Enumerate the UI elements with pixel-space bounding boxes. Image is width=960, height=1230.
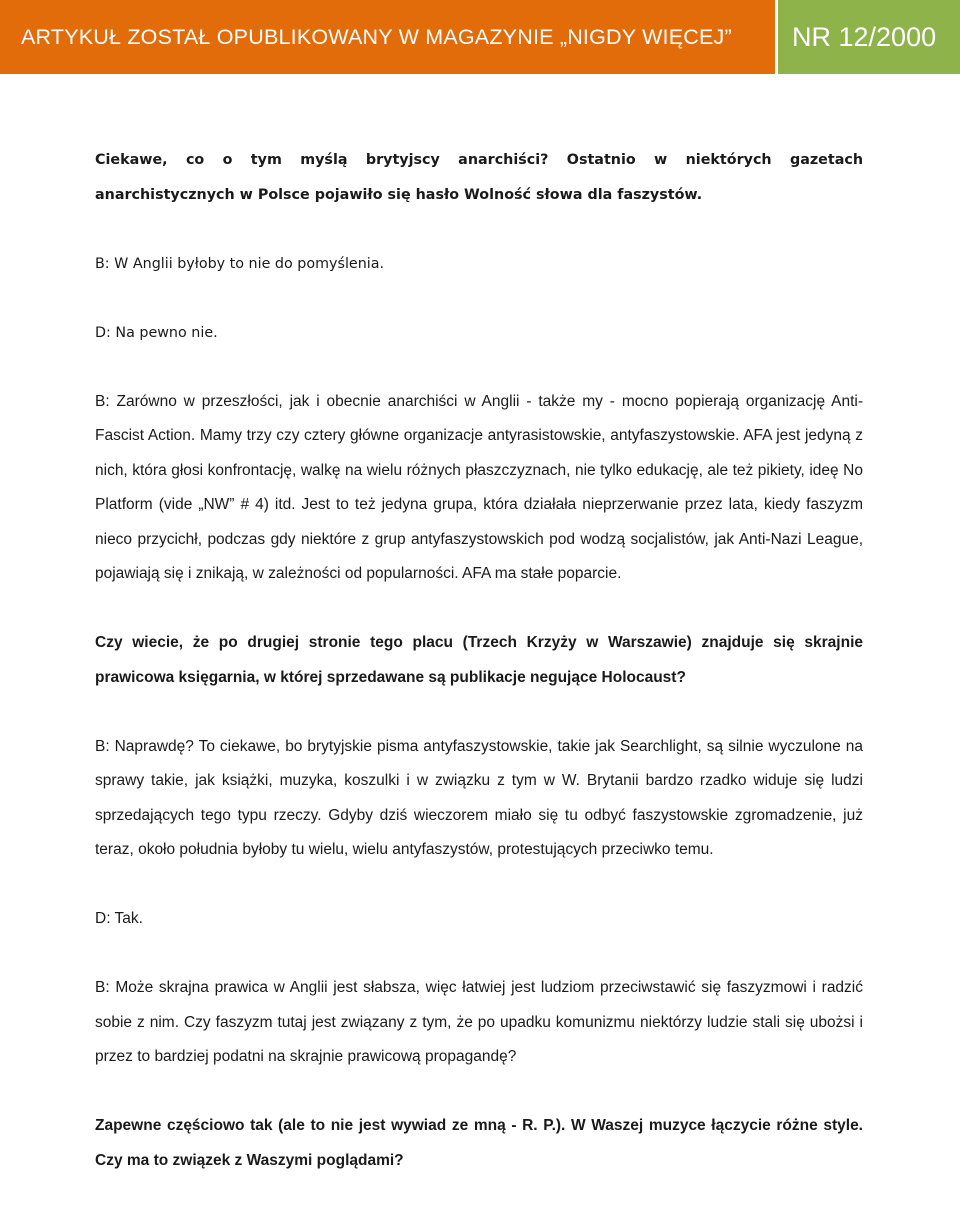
issue-number: NR 12/2000: [778, 0, 960, 74]
answer-paragraph: B: Naprawdę? To ciekawe, bo brytyjskie pisma antyfaszystowskie, takie jak Searchlight, są silnie wyczulone na sprawy takie, jak książki, muzyka, koszulki i w związku z tym w W. Brytanii bardzo rzadko widuje się ludzi sprzedających tego typu rzeczy. Gdyby dziś wieczorem miało się tu odbyć faszystowskie zgromadzenie, już teraz, około południa byłoby tu wielu, wielu antyfaszystów, protestujących przeciwko temu.: [95, 737, 863, 858]
question-paragraph: Czy wiecie, że po drugiej stronie tego placu (Trzech Krzyży w Warszawie) znajduje się skrajnie prawicowa księgarnia, w której sprzedawane są publikacje negujące Holocaust?: [95, 634, 863, 686]
header-title: ARTYKUŁ ZOSTAŁ OPUBLIKOWANY W MAGAZYNIE „NIGDY WIĘCEJ”: [0, 0, 775, 74]
answer-paragraph: B: W Anglii byłoby to nie do pomyślenia.: [95, 255, 385, 272]
question-paragraph: Ciekawe, co o tym myślą brytyjscy anarchiści? Ostatnio w niektórych gazetach anarchistycznych w Polsce pojawiło się hasło Wolność słowa dla faszystów.: [95, 152, 863, 203]
answer-paragraph: B: Może skrajna prawica w Anglii jest słabsza, więc łatwiej jest ludziom przeciwstawić się faszyzmowi i radzić sobie z nim. Czy faszyzm tutaj jest związany z tym, że po upadku komunizmu niektórzy ludzie stali się ubożsi i przez to bardziej podatni na skrajnie prawicową propagandę?: [95, 979, 863, 1065]
answer-paragraph: D: Na pewno nie.: [95, 324, 218, 341]
answer-paragraph: D: Tak.: [95, 910, 143, 927]
question-paragraph: Zapewne częściowo tak (ale to nie jest wywiad ze mną - R. P.). W Waszej muzyce łączycie różne style. Czy ma to związek z Waszymi poglądami?: [95, 1117, 863, 1169]
answer-paragraph: B: Zarówno w przeszłości, jak i obecnie anarchiści w Anglii - także my - mocno popierają organizację Anti-Fascist Action. Mamy trzy czy cztery główne organizacje antyrasistowskie, antyfaszystowskie. AFA jest jedyną z nich, która głosi konfrontację, walkę na wielu różnych płaszczyznach, nie tylko edukację, ale też pikiety, ideę No Platform (vide „NW” # 4) itd. Jest to też jedyna grupa, która działała nieprzerwanie przez lata, kiedy faszyzm nieco przycichł, podczas gdy niektóre z grup antyfaszystowskich pod wodzą socjalistów, jak Anti-Nazi League, pojawiają się i znikają, w zależności od popularności. AFA ma stałe poparcie.: [95, 392, 863, 582]
article-body: [95, 143, 863, 1178]
page-header: [0, 0, 960, 80]
